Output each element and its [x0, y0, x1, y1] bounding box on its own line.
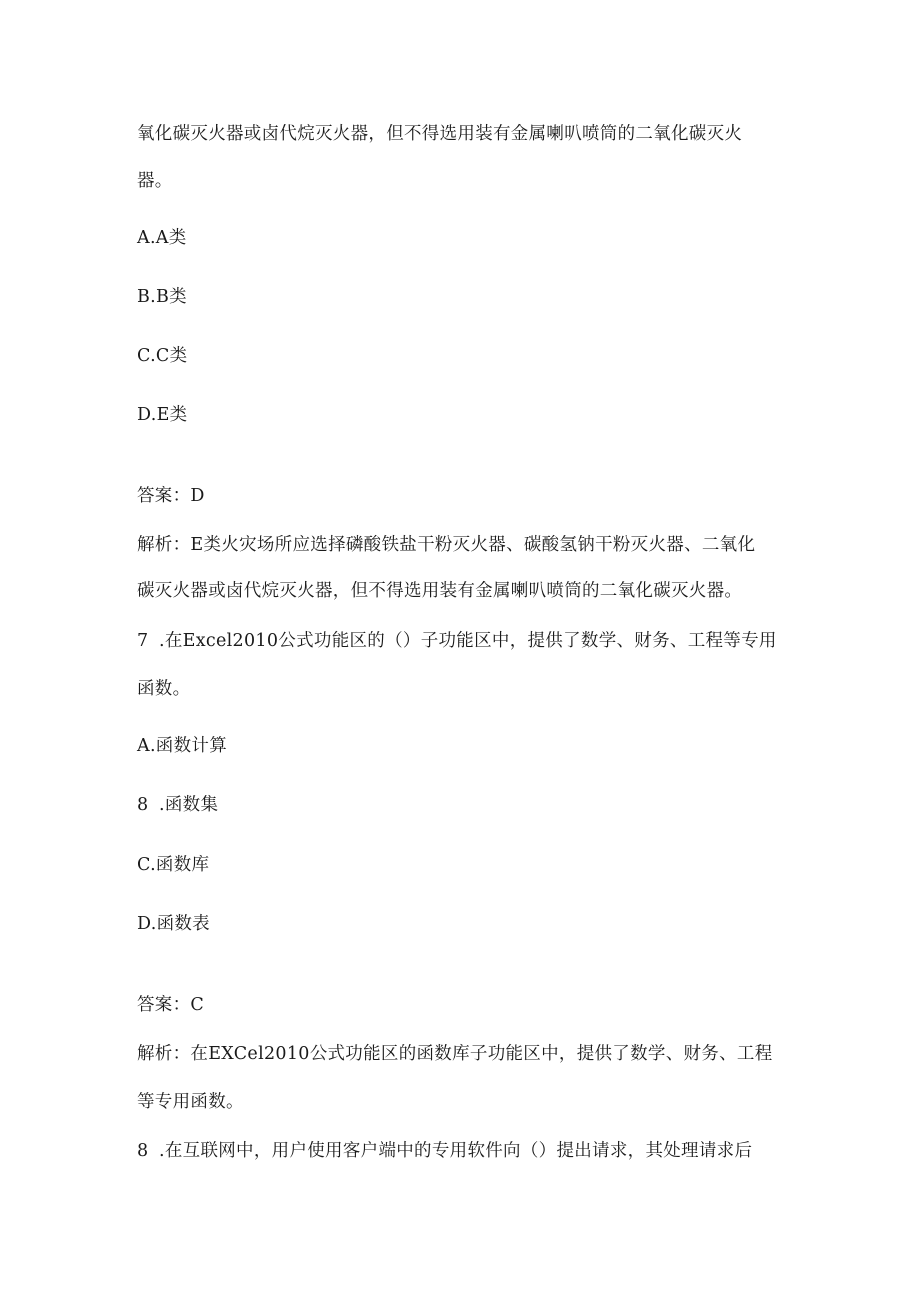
q6-option-a: A.A类: [137, 228, 187, 248]
q6-stem-line2: 器。: [137, 171, 173, 191]
q7-option-b-text: .函数集: [159, 795, 219, 815]
q7-option-c: C.函数库: [137, 855, 210, 875]
q7-answer: 答案：C: [137, 995, 205, 1015]
q7-stem-line1: [137, 629, 777, 653]
q6-analysis-line1: 解析：E类火灾场所应选择磷酸铁盐干粉灭火器、碳酸氢钠干粉灭火器、二氧化: [137, 535, 756, 555]
q7-option-b-number: 8: [137, 795, 149, 815]
q7-number: 7: [137, 631, 149, 651]
q7-option-d: D.函数表: [137, 914, 210, 934]
q6-analysis-line2: 碳灭火器或卤代烷灭火器，但不得选用装有金属喇叭喷筒的二氧化碳灭火器。: [137, 581, 743, 601]
q7-option-b: [137, 793, 218, 817]
q7-analysis-line1: 解析：在EXCel2010公式功能区的函数库子功能区中，提供了数学、财务、工程: [137, 1044, 773, 1064]
q6-stem-line1: 氧化碳灭火器或卤代烷灭火器，但不得选用装有金属喇叭喷筒的二氧化碳灭火: [137, 124, 743, 144]
q8-stem-line1: [137, 1139, 752, 1163]
q6-option-d: D.E类: [137, 405, 188, 425]
q7-stem-line2: 函数。: [137, 679, 191, 699]
q7-stem-text: .在Excel2010公式功能区的（）子功能区中，提供了数学、财务、工程等专用: [159, 631, 777, 651]
q6-option-b: B.B类: [137, 287, 187, 307]
q6-option-c: C.C类: [137, 346, 188, 366]
q7-analysis-line2: 等专用函数。: [137, 1092, 244, 1112]
q7-option-a: A.函数计算: [137, 736, 228, 756]
q8-number: 8: [137, 1141, 149, 1161]
q8-stem-text: .在互联网中，用户使用客户端中的专用软件向（）提出请求，其处理请求后: [159, 1141, 753, 1161]
q6-answer: 答案：D: [137, 486, 205, 506]
